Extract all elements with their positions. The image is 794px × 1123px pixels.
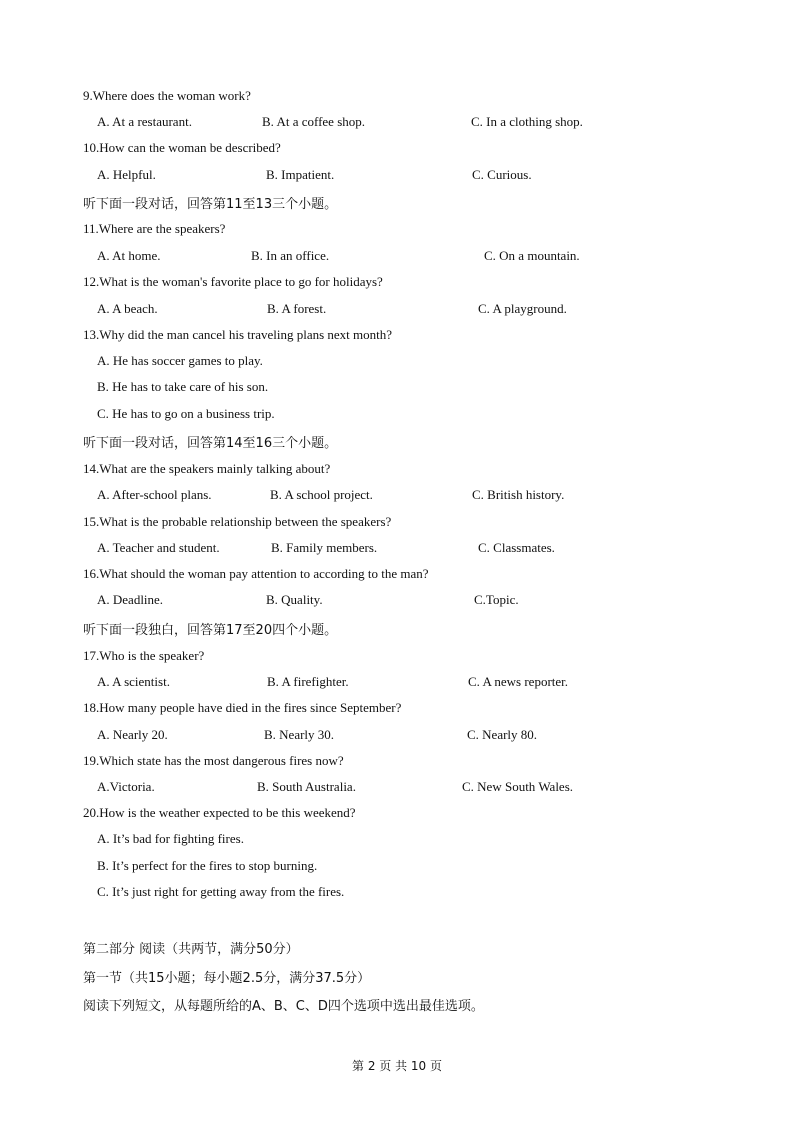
instruction-17-20: 听下面一段独白，回答第17至20四个小题。 (83, 623, 338, 638)
q15-option-a: A. Teacher and student. (97, 540, 220, 555)
part2-directions: 阅读下列短文，从每题所给的A、B、C、D四个选项中选出最佳选项。 (83, 999, 484, 1014)
q13-option-c: C. He has to go on a business trip. (97, 406, 275, 421)
q17-option-a: A. A scientist. (97, 674, 170, 689)
q19-option-c: C. New South Wales. (462, 779, 574, 794)
q16-option-c: C.Topic. (474, 592, 519, 607)
question-19: 19.Which state has the most dangerous fires now? (83, 753, 344, 768)
q15-option-c: C. Classmates. (478, 540, 555, 555)
q19-option-a: A.Victoria. (97, 779, 155, 794)
q18-option-b: B. Nearly 30. (264, 727, 335, 742)
q10-option-a: A. Helpful. (97, 167, 156, 182)
q11-option-a: A. At home. (97, 248, 161, 263)
q20-option-c: C. It’s just right for getting away from the fires. (97, 884, 345, 899)
question-15: 15.What is the probable relationship between the speakers? (83, 514, 392, 529)
question-13: 13.Why did the man cancel his traveling plans next month? (83, 327, 393, 342)
q12-option-b: B. A forest. (267, 301, 327, 316)
question-12: 12.What is the woman's favorite place to go for holidays? (83, 274, 383, 289)
q10-option-b: B. Impatient. (266, 167, 335, 182)
q10-option-c: C. Curious. (472, 167, 532, 182)
q14-option-b: B. A school project. (270, 487, 373, 502)
instruction-11-13: 听下面一段对话，回答第11至13三个小题。 (83, 197, 338, 212)
q13-option-a: A. He has soccer games to play. (97, 353, 263, 368)
question-20: 20.How is the weather expected to be this weekend? (83, 805, 356, 820)
q17-option-c: C. A news reporter. (468, 674, 569, 689)
question-17: 17.Who is the speaker? (83, 648, 205, 663)
q9-option-b: B. At a coffee shop. (262, 114, 366, 129)
q14-option-c: C. British history. (472, 487, 565, 502)
q20-option-b: B. It’s perfect for the fires to stop burning. (97, 858, 318, 873)
q18-option-a: A. Nearly 20. (97, 727, 168, 742)
q12-option-a: A. A beach. (97, 301, 158, 316)
page-footer: 第 2 页 共 10 页 (352, 1059, 442, 1073)
question-11: 11.Where are the speakers? (83, 221, 226, 236)
q12-option-c: C. A playground. (478, 301, 567, 316)
question-10: 10.How can the woman be described? (83, 140, 281, 155)
q14-option-a: A. After-school plans. (97, 487, 212, 502)
q9-option-a: A. At a restaurant. (97, 114, 192, 129)
part2-heading: 第二部分 阅读（共两节，满分50分） (83, 942, 299, 957)
question-18: 18.How many people have died in the fires since September? (83, 700, 402, 715)
question-9: 9.Where does the woman work? (83, 88, 251, 103)
q20-option-a: A. It’s bad for fighting fires. (97, 831, 244, 846)
q18-option-c: C. Nearly 80. (467, 727, 538, 742)
question-16: 16.What should the woman pay attention to according to the man? (83, 566, 429, 581)
question-14: 14.What are the speakers mainly talking about? (83, 461, 331, 476)
q11-option-c: C. On a mountain. (484, 248, 580, 263)
part2-section1-heading: 第一节（共15小题；每小题2.5分，满分37.5分） (83, 971, 371, 986)
q9-option-c: C. In a clothing shop. (471, 114, 583, 129)
q15-option-b: B. Family members. (271, 540, 378, 555)
q19-option-b: B. South Australia. (257, 779, 356, 794)
q13-option-b: B. He has to take care of his son. (97, 379, 269, 394)
instruction-14-16: 听下面一段对话，回答第14至16三个小题。 (83, 436, 338, 451)
q16-option-a: A. Deadline. (97, 592, 164, 607)
q16-option-b: B. Quality. (266, 592, 323, 607)
q17-option-b: B. A firefighter. (267, 674, 349, 689)
q11-option-b: B. In an office. (251, 248, 330, 263)
